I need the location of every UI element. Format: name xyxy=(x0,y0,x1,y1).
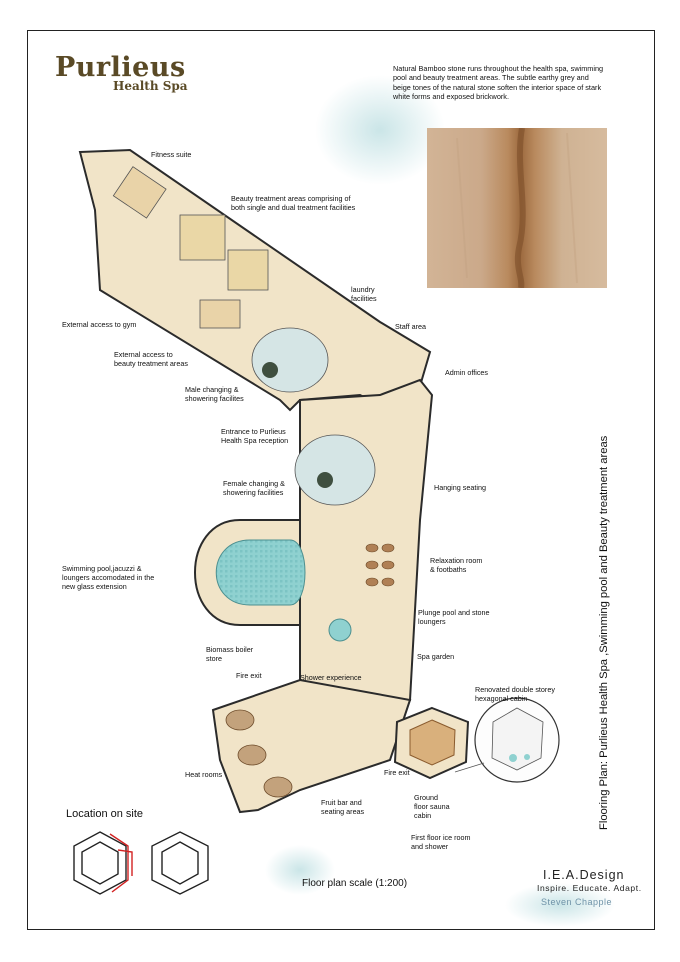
plunge-pool xyxy=(329,619,351,641)
treatment-room-1 xyxy=(180,215,225,260)
label-garden: Spa garden xyxy=(417,652,455,661)
location-title: Location on site xyxy=(66,808,144,820)
label-shower: Shower experience xyxy=(300,673,362,682)
label-sauna: Ground floor sauna cabin xyxy=(414,793,450,821)
label-hanging: Hanging seating xyxy=(434,483,486,492)
location-plan-right xyxy=(152,832,208,894)
label-pool: Swimming pool,jacuzzi & loungers accomodated in the new glass extension xyxy=(62,564,155,592)
label-fireexit-2: Fire exit xyxy=(384,768,410,777)
label-male: Male changing & showering facilites xyxy=(185,385,244,404)
female-changing xyxy=(295,435,375,505)
scale-label: Floor plan scale (1:200) xyxy=(302,878,408,889)
vertical-title: Flooring Plan: Purlieus Health Spa ,Swimming pool and Beauty treatment areas xyxy=(598,435,610,830)
label-cabin: Renovated double storey hexagonal cabin xyxy=(475,685,555,704)
brand-name: I.E.A.Design xyxy=(543,868,625,882)
label-ice: First floor ice room and shower xyxy=(411,833,471,852)
central-spine xyxy=(300,380,432,700)
label-biomass: Biomass boiler store xyxy=(206,645,254,664)
heat-room-1 xyxy=(226,710,254,730)
label-ext-beauty: External access to beauty treatment areas xyxy=(114,350,188,369)
male-changing-pod xyxy=(262,362,278,378)
treatment-room-2 xyxy=(228,250,268,290)
label-fireexit-1: Fire exit xyxy=(236,671,262,680)
heat-room-3 xyxy=(264,777,292,797)
location-plan-left xyxy=(74,832,126,894)
logo-subtitle: Health Spa xyxy=(113,79,188,93)
label-ext-gym: External access to gym xyxy=(62,320,137,329)
female-changing-pod xyxy=(317,472,333,488)
label-fitness: Fitness suite xyxy=(151,150,192,159)
label-heat: Heat rooms xyxy=(185,770,223,779)
label-female: Female changing & showering facilities xyxy=(223,479,285,498)
label-plunge: Plunge pool and stone loungers xyxy=(418,608,490,627)
brand-tagline: Inspire. Educate. Adapt. xyxy=(537,883,642,893)
label-admin: Admin offices xyxy=(445,368,489,377)
label-fruit: Fruit bar and seating areas xyxy=(321,798,365,817)
label-staff: Staff area xyxy=(395,322,427,331)
treatment-room-3 xyxy=(200,300,240,328)
stone-description: Natural Bamboo stone runs throughout the health spa, swimming pool and beauty treatment areas. The subtle earthy grey and beige tones of the natural stone soften the interior space of stark white forms and exposed brickwork. xyxy=(393,64,604,102)
swimming-pool xyxy=(216,540,305,605)
heat-room-2 xyxy=(238,745,266,765)
label-beauty: Beauty treatment areas comprising of both single and dual treatment facilities xyxy=(231,194,356,213)
male-changing xyxy=(252,328,328,392)
label-relax: Relaxation room & footbaths xyxy=(430,556,483,575)
logo-title: Purlieus xyxy=(55,52,186,83)
author-name: Steven Chapple xyxy=(541,897,613,907)
label-entrance: Entrance to Purlieus Health Spa reception xyxy=(221,427,289,446)
label-laundry: laundry facilities xyxy=(351,285,377,304)
heat-rooms-wing xyxy=(213,680,410,812)
